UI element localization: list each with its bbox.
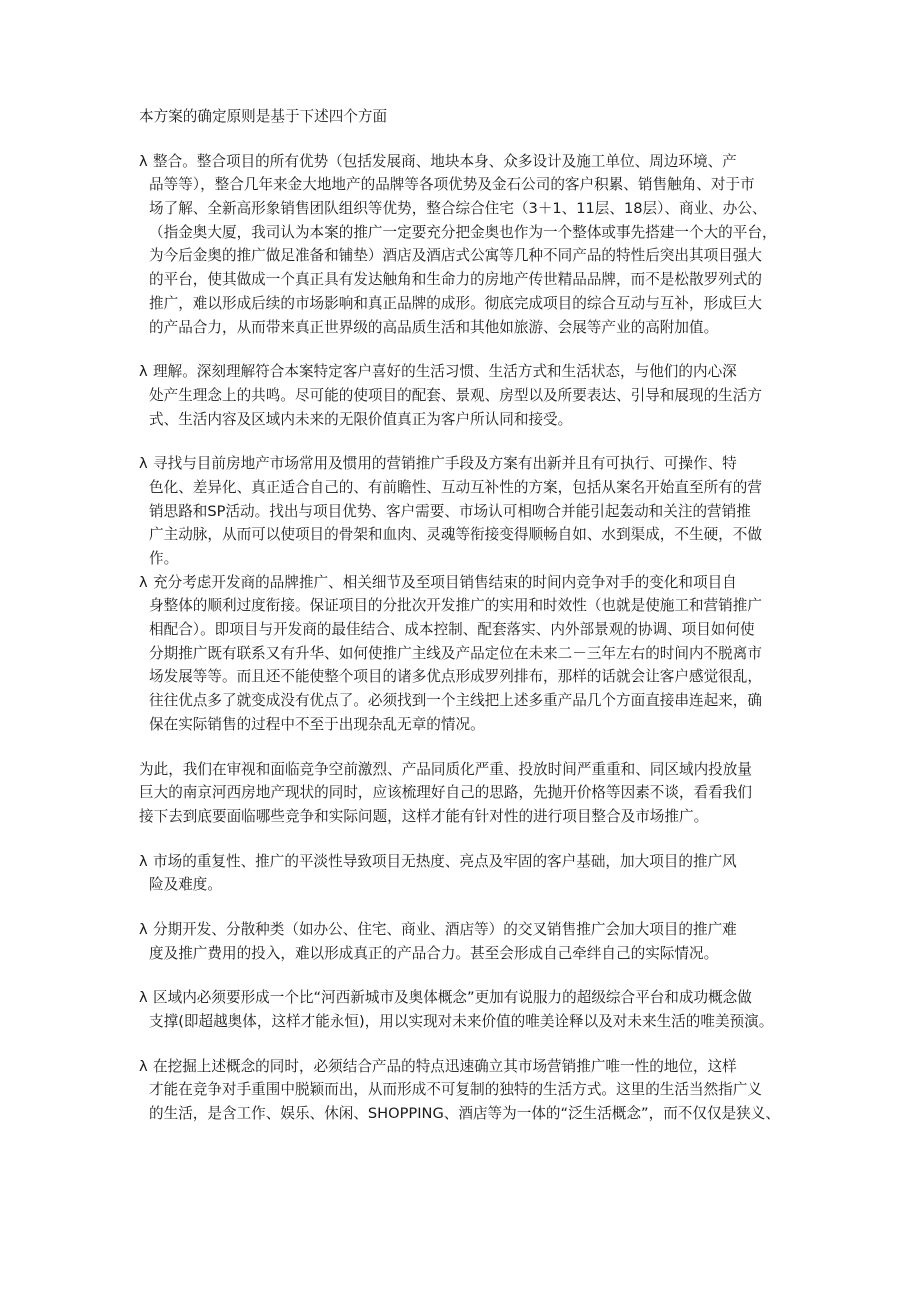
text-line bbox=[139, 805, 785, 829]
text-line bbox=[139, 618, 785, 642]
text-line bbox=[139, 360, 785, 384]
line-text: 整合。整合项目的所有优势（包括发展商、地块本身、众多设计及施工单位、周边环境、产 bbox=[153, 152, 737, 170]
line-text: 销思路和SP活动。找出与项目优势、客户需要、市场认可相吻合并能引起轰动和关注的营销推 bbox=[149, 502, 751, 520]
line-text: 身整体的顺利过度衔接。保证项目的分批次开发推广的实用和时效性（也就是使施工和营销推广 bbox=[149, 597, 762, 615]
line-text: 式、生活内容及区域内未来的无限价值真正为客户所认同和接受。 bbox=[149, 410, 573, 428]
line-text: 接下去到底要面临哪些竞争和实际问题，这样才能有针对性的进行项目整合及市场推广。 bbox=[139, 807, 709, 825]
bullet-marker: λ bbox=[139, 455, 148, 473]
text-line bbox=[139, 1078, 785, 1102]
bullet-marker: λ bbox=[139, 989, 148, 1007]
text-line bbox=[139, 665, 785, 689]
line-text: 广主动脉，从而可以使项目的骨架和血肉、灵魂等衔接变得顺畅自如、水到渠成，不生硬，不做 bbox=[149, 526, 762, 544]
line-text: 支撑(即超越奥体，这样才能永恒)，用以实现对未来价值的唯美诠释以及对未来生活的唯美预演。 bbox=[149, 1013, 774, 1030]
line-text: 保在实际销售的过程中不至于出现杂乱无章的情况。 bbox=[149, 715, 485, 733]
text-line bbox=[139, 571, 785, 595]
bullet-marker: λ bbox=[139, 363, 148, 381]
line-text: 的产品合力，从而带来真正世界级的高品质生活和其他如旅游、会展等产业的高附加值。 bbox=[149, 318, 719, 336]
line-text: 巨大的南京河西房地产现状的同时，应该梳理好自己的思路，先抛开价格等因素不谈，看看我们 bbox=[139, 784, 752, 802]
line-text: 场了解、全新高形象销售团队组织等优势，整合综合住宅（3＋1、11层、18层）、商业、办公、 bbox=[149, 200, 767, 218]
text-line bbox=[139, 942, 785, 966]
text-line bbox=[139, 547, 785, 571]
line-text: 充分考虑开发商的品牌推广、相关细节及至项目销售结束的时间内竞争对手的变化和项目自 bbox=[153, 573, 737, 591]
bullet-paragraph bbox=[139, 150, 785, 340]
document-page bbox=[139, 105, 785, 1147]
bullet-marker: λ bbox=[139, 920, 148, 938]
text-line bbox=[139, 689, 785, 713]
text-line bbox=[139, 221, 785, 245]
bullet-paragraph bbox=[139, 986, 785, 1033]
text-line bbox=[139, 1055, 785, 1079]
line-text: 才能在竞争对手重围中脱颖而出，从而形成不可复制的独特的生活方式。这里的生活当然指广义 bbox=[149, 1081, 762, 1099]
line-text: 推广，难以形成后续的市场影响和真正品牌的成形。彻底完成项目的综合互动与互补，形成巨大 bbox=[149, 294, 762, 312]
line-text: 寻找与目前房地产市场常用及惯用的营销推广手段及方案有出新并且有可执行、可操作、特 bbox=[153, 455, 737, 473]
bullet-paragraph bbox=[139, 850, 785, 897]
text-line bbox=[139, 197, 785, 221]
line-text: 分期推广既有联系又有升华、如何使推广主线及产品定位在未来二－三年左右的时间内不脱离市 bbox=[149, 644, 762, 662]
bullet-marker: λ bbox=[139, 152, 148, 170]
text-line bbox=[139, 986, 785, 1010]
line-text: 色化、差异化、真正适合自己的、有前瞻性、互动互补性的方案，包括从案名开始直至所有的营 bbox=[149, 478, 762, 496]
bullet-paragraph bbox=[139, 1055, 785, 1126]
text-line bbox=[139, 173, 785, 197]
text-line bbox=[139, 150, 785, 174]
text-line bbox=[139, 476, 785, 500]
document-body bbox=[139, 150, 785, 1126]
text-line bbox=[139, 758, 785, 782]
bullet-marker: λ bbox=[139, 852, 148, 870]
text-line bbox=[139, 642, 785, 666]
bullet-paragraph bbox=[139, 918, 785, 965]
line-text: 的平台，使其做成一个真正具有发达触角和生命力的房地产传世精品品牌，而不是松散罗列式的 bbox=[149, 271, 762, 289]
bullet-paragraph bbox=[139, 571, 785, 737]
text-line bbox=[139, 268, 785, 292]
line-text: 品等等），整合几年来金大地地产的品牌等各项优势及金石公司的客户积累、销售触角、对于市 bbox=[149, 176, 755, 194]
text-line bbox=[139, 850, 785, 874]
text-line bbox=[139, 384, 785, 408]
text-line bbox=[139, 292, 785, 316]
line-text: 的生活，是含工作、娱乐、休闲、SHOPPING、酒店等为一体的“泛生活概念”，而不仅仅是狭义、 bbox=[149, 1105, 780, 1123]
line-text: （指金奥大厦，我司认为本案的推广一定要充分把金奥也作为一个整体或事先搭建一个大的平台， bbox=[149, 223, 777, 241]
text-line bbox=[139, 452, 785, 476]
text-line bbox=[139, 1102, 785, 1126]
text-line bbox=[139, 244, 785, 268]
text-line bbox=[139, 500, 785, 524]
document-heading: 本方案的确定原则是基于下述四个方面 bbox=[139, 108, 388, 125]
line-text: 度及推广费用的投入，难以形成真正的产品合力。甚至会形成自己牵绊自己的实际情况。 bbox=[149, 944, 719, 962]
text-line bbox=[139, 1010, 785, 1034]
line-text: 处产生理念上的共鸣。尽可能的使项目的配套、景观、房型以及所要表达、引导和展现的生活方 bbox=[149, 386, 762, 404]
bullet-paragraph bbox=[139, 360, 785, 431]
line-text: 险及难度。 bbox=[149, 876, 222, 894]
text-line bbox=[139, 594, 785, 618]
line-text: 相配合）。即项目与开发商的最佳结合、成本控制、配套落实、内外部景观的协调、项目如何使 bbox=[149, 621, 755, 639]
line-text: 场发展等等。而且还不能使整个项目的诸多优点形成罗列排布，那样的话就会让客户感觉很乱， bbox=[149, 668, 762, 686]
text-line bbox=[139, 523, 785, 547]
line-text: 在挖掘上述概念的同时，必须结合产品的特点迅速确立其市场营销推广唯一性的地位，这样 bbox=[153, 1057, 737, 1075]
text-line bbox=[139, 781, 785, 805]
line-text: 往往优点多了就变成没有优点了。必须找到一个主线把上述多重产品几个方面直接串连起来，确 bbox=[149, 692, 762, 710]
line-text: 作。 bbox=[149, 550, 179, 567]
text-line bbox=[139, 918, 785, 942]
bullet-marker: λ bbox=[139, 573, 148, 591]
line-text: 为此，我们在审视和面临竞争空前激烈、产品同质化严重、投放时间严重重和、同区域内投放量 bbox=[139, 760, 752, 778]
bullet-paragraph bbox=[139, 452, 785, 570]
text-line bbox=[139, 316, 785, 340]
paragraph bbox=[139, 758, 785, 829]
bullet-marker: λ bbox=[139, 1057, 148, 1075]
text-line bbox=[139, 408, 785, 432]
text-line bbox=[139, 713, 785, 737]
text-line bbox=[139, 873, 785, 897]
line-text: 市场的重复性、推广的平淡性导致项目无热度、亮点及牢固的客户基础，加大项目的推广风 bbox=[153, 852, 737, 870]
line-text: 理解。深刻理解符合本案特定客户喜好的生活习惯、生活方式和生活状态，与他们的内心深 bbox=[153, 363, 737, 381]
line-text: 为今后金奥的推广做足准备和铺垫）酒店及酒店式公寓等几种不同产品的特性后突出其项目强大 bbox=[149, 247, 762, 265]
line-text: 区域内必须要形成一个比“河西新城市及奥体概念”更加有说服力的超级综合平台和成功概念做 bbox=[153, 989, 752, 1007]
line-text: 分期开发、分散种类（如办公、住宅、商业、酒店等）的交叉销售推广会加大项目的推广难 bbox=[153, 920, 737, 938]
